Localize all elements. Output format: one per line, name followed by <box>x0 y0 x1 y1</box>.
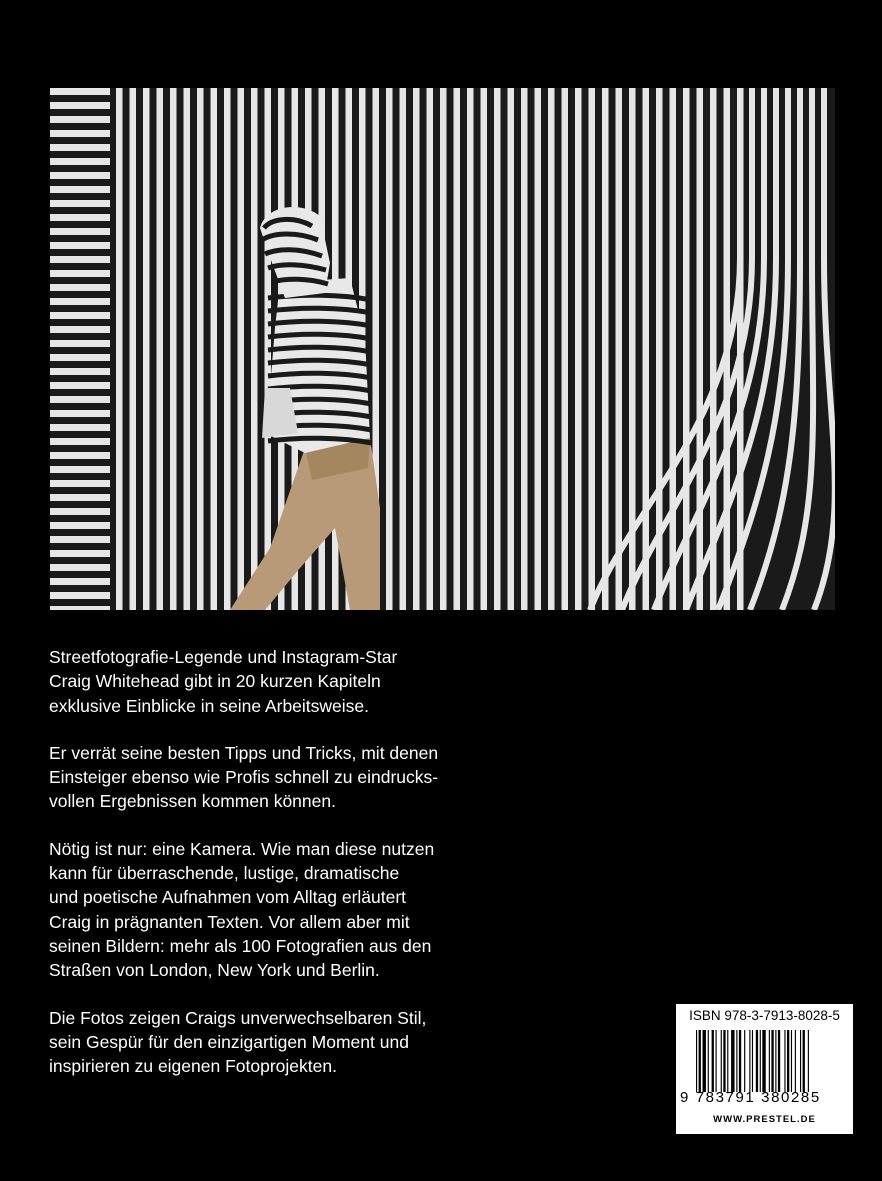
cover-photo <box>50 88 835 610</box>
isbn-barcode-box <box>676 1004 853 1134</box>
blurb-text <box>49 645 489 1101</box>
striped-wall-photo <box>50 88 835 610</box>
barcode-digits: 9 783791 380285 <box>680 1089 821 1106</box>
isbn-label: ISBN 978-3-7913-8028-5 <box>689 1008 840 1023</box>
barcode-icon <box>696 1030 844 1092</box>
blurb-paragraph: Streetfotografie-Legende und Instagram-Star Craig Whitehead gibt in 20 kurzen Kapiteln exklusive Einblicke in seine Arbeitsweise. <box>49 647 398 716</box>
publisher-url: WWW.PRESTEL.DE <box>713 1114 816 1125</box>
blurb-paragraph: Nötig ist nur: eine Kamera. Wie man diese nutzen kann für überraschende, lustige, dramatische und poetische Aufnahmen vom Alltag erläutert Craig in prägnanten Texten. Vor allem aber mit seinen Bildern: mehr als 100 Fotografien aus den Straßen von London, New York und Berlin. <box>49 838 435 981</box>
blurb-paragraph: Die Fotos zeigen Craigs unverwechselbaren Stil, sein Gespür für den einzigartigen Moment und inspirieren zu eigenen Fotoprojekten. <box>49 1007 427 1077</box>
blurb-paragraph: Er verrät seine besten Tipps und Tricks, mit denen Einsteiger ebenso wie Profis schnell zu eindrucks- vollen Ergebnissen kommen können. <box>49 742 439 812</box>
barcode <box>696 1030 844 1092</box>
